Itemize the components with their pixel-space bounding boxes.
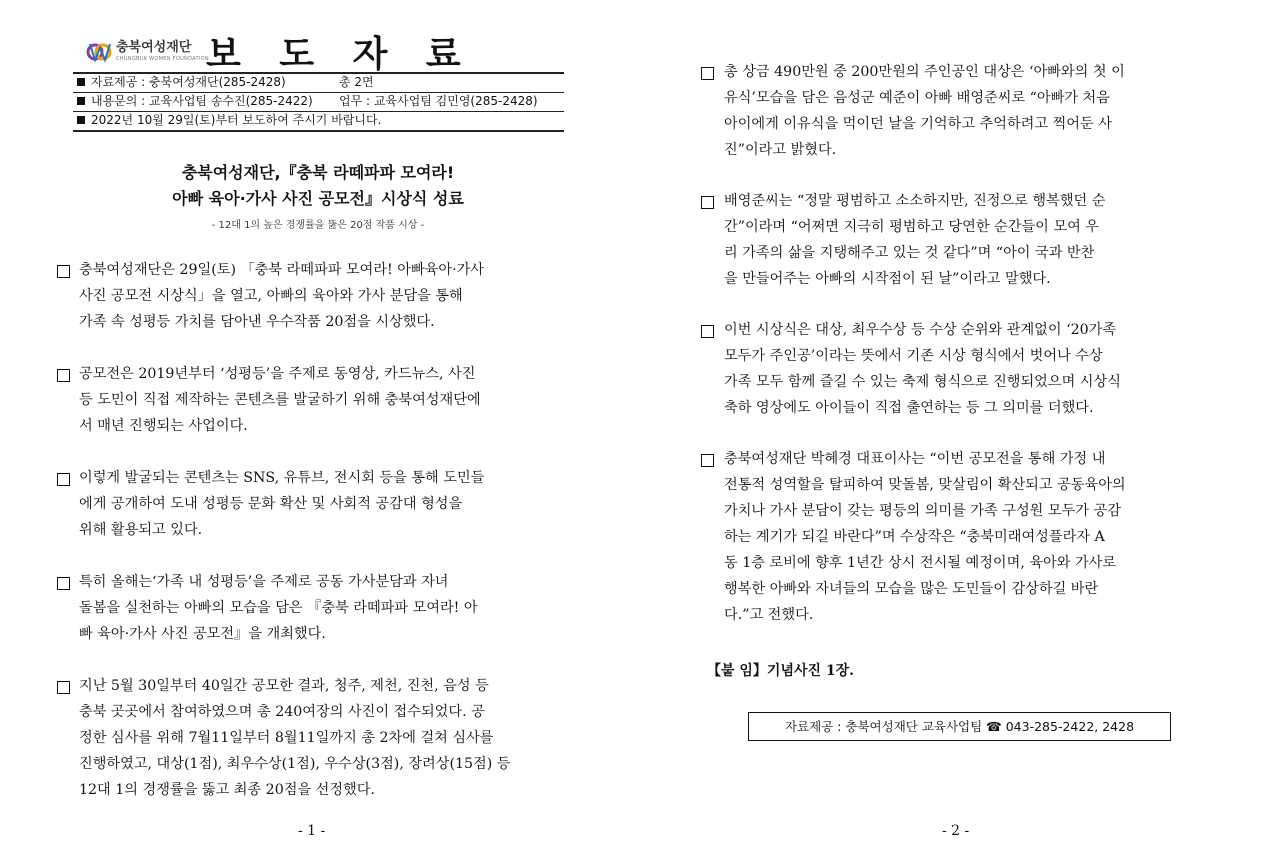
bullet-icon [77,116,85,124]
paragraph-line: 동 1층 로비에 향후 1년간 상시 전시될 예정이며, 육아와 가사로 [724,555,1117,571]
meta-row-embargo [73,112,564,132]
paragraph-line: 다.”고 전했다. [724,607,814,623]
paragraph-checkbox-icon [57,681,70,694]
paragraph-line: 돌봄을 실천하는 아빠의 모습을 담은 『충북 라떼파파 모여라! 아 [79,600,478,616]
paragraph-checkbox-icon [701,325,714,338]
page-number-2: - 2 - [942,823,970,839]
bullet-icon [77,97,85,105]
footer-contact-box: 자료제공 : 충북여성재단 교육사업팀 ☎ 043-285-2422, 2428 [748,712,1171,741]
paragraph-line: 진행하였고, 대상(1점), 최우수상(1점), 우수상(3점), 장려상(15점) 등 [79,756,511,772]
headline-line-2: 아빠 육아·가사 사진 공모전』시상식 성료 [172,189,464,208]
paragraph-line: 축하 영상에도 아이들이 직접 출연하는 등 그 의미를 더했다. [724,400,1094,416]
headline-line-1: 충북여성재단,『충북 라떼파파 모여라! [181,163,455,182]
bullet-icon [77,78,85,86]
paragraph-line: 배영준씨는 “정말 평범하고 소소하지만, 진정으로 행복했던 순 [724,193,1106,209]
paragraph [79,361,579,439]
paragraph-checkbox-icon [701,67,714,80]
paragraph-line: 서 매년 진행되는 사업이다. [79,418,248,434]
paragraph-line: 등 도민이 직접 제작하는 콘텐츠를 발굴하기 위해 충북여성재단에 [79,392,481,408]
paragraph-checkbox-icon [57,369,70,382]
meta-row-contact [73,93,564,112]
paragraph-line: 이렇게 발굴되는 콘텐츠는 SNS, 유튜브, 전시회 등을 통해 도민들 [79,470,485,486]
paragraph-line: 공모전은 2019년부터 ‘성평등’을 주제로 동영상, 카드뉴스, 사진 [79,366,476,382]
meta-source: 자료제공 : 충북여성재단(285-2428) [91,75,286,89]
paragraph-checkbox-icon [701,454,714,467]
paragraph-line: 리 가족의 삶을 지탱해주고 있는 것 같다”며 “아이 국과 반찬 [724,245,1095,261]
paragraph-line: 특히 올해는‘가족 내 성평등’을 주제로 공동 가사분담과 자녀 [79,574,449,590]
paragraph [724,317,1224,421]
paragraph [79,569,579,647]
paragraph-line: 아이에게 이유식을 먹이던 날을 기억하고 추억하려고 찍어둔 사 [724,116,1112,132]
attachment-note: 【붙 임】기념사진 1장. [707,663,855,679]
paragraph-line: 을 만들어주는 아빠의 시작점이 된 날”이라고 말했다. [724,271,1051,287]
paragraph [724,59,1224,163]
release-meta [73,72,564,132]
paragraph-line: 위해 활용되고 있다. [79,522,203,538]
paragraph-checkbox-icon [57,577,70,590]
paragraph-line: 진”이라고 밝혔다. [724,142,837,158]
meta-embargo: 2022년 10월 29일(토)부터 보도하여 주시기 바랍니다. [91,113,382,127]
press-release-title: 보 도 자 료 [206,33,474,75]
paragraph-checkbox-icon [701,196,714,209]
paragraph-line: 빠 육아·가사 사진 공모전』을 개최했다. [79,626,326,642]
paragraph-line: 12대 1의 경쟁률을 뚫고 최종 20점을 선정했다. [79,782,375,798]
paragraph-line: 정한 심사를 위해 7월11일부터 8월11일까지 총 2차에 걸쳐 심사를 [79,730,494,746]
foundation-logo [86,40,209,64]
paragraph-line: 충북 곳곳에서 참여하였으며 총 240여장의 사진이 접수되었다. 공 [79,704,485,720]
paragraph-line: 행복한 아빠와 자녀들의 모습을 많은 도민들이 감상하길 바란 [724,581,1099,597]
paragraph-line: 이번 시상식은 대상, 최우수상 등 수상 순위와 관계없이 ‘20가족 [724,322,1117,338]
paragraph-checkbox-icon [57,473,70,486]
paragraph-line: 가치나 가사 분담이 갖는 평등의 의미를 가족 구성원 모두가 공감 [724,503,1121,519]
logo-name: 충북여성재단 [116,40,192,55]
meta-duty: 업무 : 교육사업팀 김민영(285-2428) [339,94,538,108]
paragraph [724,188,1224,292]
meta-pages: 총 2면 [339,75,374,89]
paragraph-line: 총 상금 490만원 중 200만원의 주인공인 대상은 ‘아빠와의 첫 이 [724,64,1125,80]
paragraph-line: 가족 속 성평등 가치를 담아낸 우수작품 20점을 시상했다. [79,314,435,330]
meta-contact: 내용문의 : 교육사업팀 송수진(285-2422) [91,94,313,108]
paragraph [79,673,579,803]
paragraph-checkbox-icon [57,265,70,278]
paragraph-line: 충북여성재단 박혜경 대표이사는 “이번 공모전을 통해 가정 내 [724,451,1106,467]
meta-row-source [73,72,564,93]
paragraph [724,446,1224,628]
logo-subtitle: CHUNGBUK WOMEN FOUNDATION [116,56,209,62]
paragraph-line: 모두가 주인공’이라는 뜻에서 기존 시상 형식에서 벗어나 수상 [724,348,1103,364]
paragraph-line: 간”이라며 “어쩌면 지극히 평범하고 당연한 순간들이 모여 우 [724,219,1099,235]
paragraph [79,257,579,335]
paragraph-line: 사진 공모전 시상식」을 열고, 아빠의 육아와 가사 분담을 통해 [79,288,463,304]
paragraph [79,465,579,543]
paragraph-line: 유식’모습을 담은 음성군 예준이 아빠 배영준씨로 “아빠가 처음 [724,90,1110,106]
page-number-1: - 1 - [298,823,326,839]
paragraph-line: 전통적 성역할을 탈피하여 맞돌봄, 맞살림이 확산되고 공동육아의 [724,477,1126,493]
paragraph-line: 충북여성재단은 29일(토) 「충북 라떼파파 모여라! 아빠육아·가사 [79,262,484,278]
logo-mark-icon [86,40,114,64]
paragraph-line: 하는 계기가 되길 바란다”며 수상작은 “충북미래여성플라자 A [724,529,1105,545]
headline-subtitle: - 12대 1의 높은 경쟁률을 뚫은 20점 작품 시상 - [211,220,425,231]
paragraph-line: 가족 모두 함께 즐길 수 있는 축제 형식으로 진행되었으며 시상식 [724,374,1121,390]
paragraph-line: 지난 5월 30일부터 40일간 공모한 결과, 청주, 제천, 진천, 음성 등 [79,678,489,694]
paragraph-line: 에게 공개하여 도내 성평등 문화 확산 및 사회적 공감대 형성을 [79,496,463,512]
